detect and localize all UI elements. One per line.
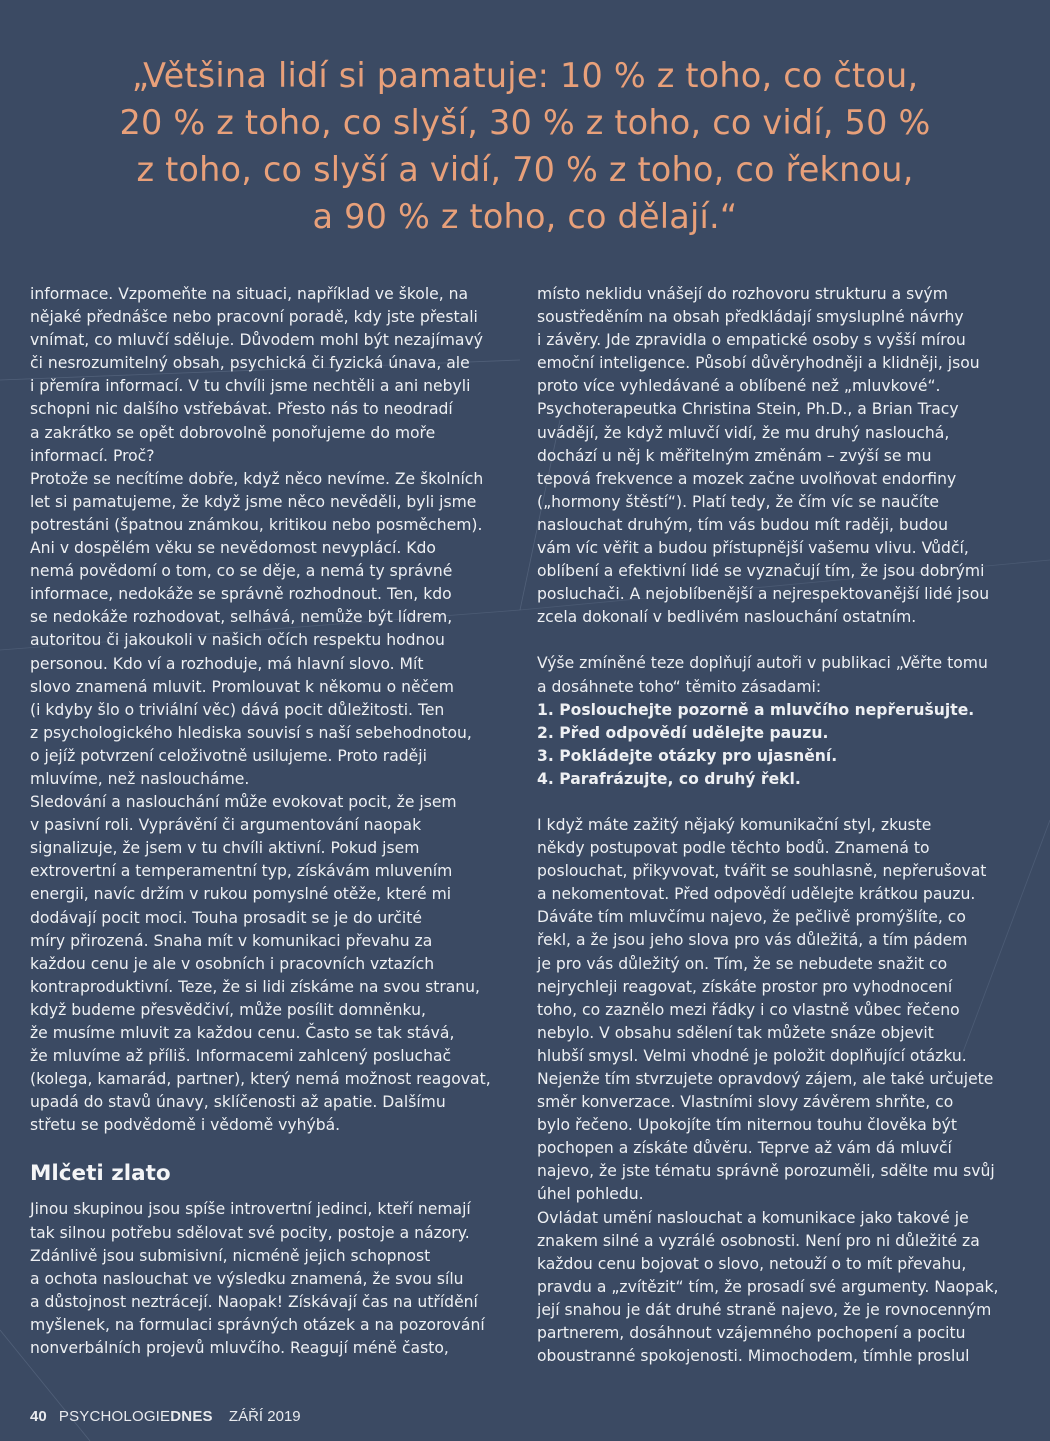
- text-line: z psychologického hlediska souvisí s naší sebehodnotou,: [30, 723, 472, 742]
- text-line: nebylo. V obsahu sdělení tak můžete snáze objevit: [537, 1023, 934, 1042]
- text-line: a nekomentovat. Před odpovědí udělejte krátkou pauzu.: [537, 885, 976, 904]
- magazine-name: [59, 1408, 213, 1425]
- text-line: (i kdyby šlo o triviální věc) dává pocit důležitosti. Ten: [30, 700, 445, 719]
- text-line: informace, nedokáže se správně rozhodnout. Ten, kdo: [30, 585, 452, 604]
- magazine-name-part2: DNES: [170, 1408, 213, 1425]
- text-line: najevo, že jste tématu správně porozuměli, sdělte mu svůj: [537, 1162, 995, 1181]
- text-line: soustředěním na obsah předkládají smysluplné návrhy: [537, 308, 964, 327]
- text-line: personou. Kdo ví a rozhoduje, má hlavní slovo. Mít: [30, 654, 424, 673]
- text-line: řekl, a že jsou jeho slova pro vás důležitá, a tím pádem: [537, 931, 968, 950]
- text-line: o jejíž potvrzení celoživotně usilujeme. Proto raději: [30, 746, 427, 765]
- right-text-block-1: [537, 283, 1023, 629]
- text-line: oboustranné spokojenosti. Mimochodem, tímhle proslul: [537, 1347, 970, 1366]
- text-line: v pasivní roli. Vyprávění či argumentování naopak: [30, 816, 422, 835]
- text-line: vnímat, co mluvčí sděluje. Důvodem mohl být nezajímavý: [30, 331, 483, 350]
- text-line: pochopen a získáte důvěru. Teprve až vám dá mluvčí: [537, 1139, 952, 1158]
- text-line: Zdánlivě jsou submisivní, nicméně jejich schopnost: [30, 1246, 431, 1265]
- text-line: a dosáhnete toho“ těmito zásadami:: [537, 677, 822, 696]
- text-line: Ovládat umění naslouchat a komunikace jako takové je: [537, 1208, 969, 1227]
- rule-item: 4. Parafrázujte, co druhý řekl.: [537, 769, 801, 788]
- text-line: posluchači. A nejoblíbenější a nejrespektovanější lidé jsou: [537, 585, 990, 604]
- text-line: nějaké přednášce nebo pracovní poradě, kdy jste přestali: [30, 308, 478, 327]
- text-line: oblíbení a efektivní lidé se vyznačují tím, že jsou dobrými: [537, 562, 985, 581]
- text-line: myšlenek, na formulaci správných otázek a na pozorování: [30, 1315, 485, 1334]
- text-line: potrestáni (špatnou známkou, kritikou nebo posměchem).: [30, 515, 483, 534]
- rule-item: 2. Před odpovědí udělejte pauzu.: [537, 723, 829, 742]
- text-line: schopni nic dalšího vstřebávat. Přesto nás to neodradí: [30, 400, 453, 419]
- pull-quote-line: 20 % z toho, co slyší, 30 % z toho, co vidí, 50 %: [119, 103, 931, 142]
- text-line: Psychoterapeutka Christina Stein, Ph.D., a Brian Tracy: [537, 400, 959, 419]
- right-text-block-2: [537, 652, 1023, 698]
- pull-quote-line: „Většina lidí si pamatuje: 10 % z toho, co čtou,: [131, 56, 919, 95]
- text-line: nemá povědomí o tom, co se děje, a nemá ty správné: [30, 562, 453, 581]
- pull-quote-line: a 90 % z toho, co dělají.“: [312, 197, 738, 236]
- text-line: znakem silné a vyzrálé osobnosti. Není pro ni důležité za: [537, 1231, 980, 1250]
- text-line: a důstojnost neztrácejí. Naopak! Získávají čas na utřídění: [30, 1292, 478, 1311]
- text-line: každou cenu bojovat o slovo, netouží o to mít převahu,: [537, 1254, 967, 1273]
- text-line: autoritou či jakoukoli v našich očích respektu hodnou: [30, 631, 445, 650]
- text-line: každou cenu je ale v osobních i pracovních vztazích: [30, 954, 435, 973]
- text-line: místo neklidu vnášejí do rozhovoru strukturu a svým: [537, 285, 948, 303]
- right-column: [537, 283, 1023, 1368]
- text-line: a zakrátko se opět dobrovolně ponořujeme do moře: [30, 423, 436, 442]
- text-line: nonverbálních projevů mluvčího. Reagují méně často,: [30, 1339, 449, 1358]
- text-line: směr konverzace. Vlastními slovy závěrem shrňte, co: [537, 1093, 954, 1112]
- text-line: Výše zmíněné teze doplňují autoři v publikaci „Věřte tomu: [537, 654, 988, 673]
- text-line: zcela dokonalí v bedlivém naslouchání ostatním.: [537, 608, 917, 627]
- text-line: toho, co zaznělo mezi řádky i co vlastně vůbec řečeno: [537, 1000, 960, 1019]
- text-line: poslouchat, přikyvovat, tvářit se souhlasně, nepřerušovat: [537, 862, 987, 881]
- text-line: Protože se necítíme dobře, když něco nevíme. Ze školních: [30, 469, 484, 488]
- paragraph-gap: [537, 791, 1023, 814]
- text-line: tepová frekvence a mozek začne uvolňovat endorfiny: [537, 469, 957, 488]
- text-line: vám víc věřit a budou přístupnější vašemu vlivu. Vůdčí,: [537, 539, 969, 558]
- text-line: tak silnou potřebu sdělovat své pocity, postoje a názory.: [30, 1223, 470, 1242]
- text-line: dochází u něj k měřitelným změnám – zvýší se mu: [537, 446, 932, 465]
- text-line: či nesrozumitelný obsah, psychická či fyzická únava, ale: [30, 354, 470, 373]
- text-line: a ochota naslouchat ve výsledku znamená, že svou sílu: [30, 1269, 464, 1288]
- text-line: její snahou je dát druhé straně najevo, že je rovnocenným: [537, 1300, 992, 1319]
- text-line: upadá do stavů únavy, sklíčenosti až apatie. Dalšímu: [30, 1093, 446, 1112]
- text-line: někdy postupovat podle těchto bodů. Znamená to: [537, 839, 930, 858]
- text-line: signalizuje, že jsem v tu chvíli aktivní. Pokud jsem: [30, 839, 420, 858]
- text-line: kontraproduktivní. Teze, že si lidi získáme na svou stranu,: [30, 977, 481, 996]
- text-line: Jinou skupinou jsou spíše introvertní jedinci, kteří nemají: [30, 1200, 471, 1219]
- text-line: hlubší smysl. Velmi vhodné je položit doplňující otázku.: [537, 1046, 967, 1065]
- rule-item: 1. Poslouchejte pozorně a mluvčího nepřerušujte.: [537, 700, 975, 719]
- text-line: partnerem, dosáhnout vzájemného pochopení a pocitu: [537, 1324, 966, 1343]
- text-line: let si pamatujeme, že když jsme něco nevěděli, byli jsme: [30, 492, 477, 511]
- text-line: i přemíra informací. V tu chvíli jsme nechtěli a ani nebyli: [30, 377, 471, 396]
- text-line: že musíme mluvit za každou cenu. Často se tak stává,: [30, 1024, 455, 1042]
- text-line: Sledování a naslouchání může evokovat pocit, že jsem: [30, 793, 457, 812]
- left-text-block-1: [30, 283, 508, 1137]
- text-line: (kolega, kamarád, partner), který nemá možnost reagovat,: [30, 1070, 491, 1089]
- text-line: nejrychleji reagovat, získáte prostor pro vyhodnocení: [537, 977, 953, 996]
- text-line: i závěry. Jde zpravidla o empatické osoby s vyšší mírou: [537, 331, 966, 350]
- text-line: dodávají pocit moci. Touha prosadit se je do určité: [30, 908, 422, 927]
- text-line: uvádějí, že když mluvčí vidí, že mu druhý naslouchá,: [537, 423, 950, 442]
- text-line: extrovertní a temperamentní typ, získávám mluvením: [30, 862, 453, 881]
- issue-date: ZÁŘÍ 2019: [228, 1408, 301, 1425]
- section-heading: Mlčeti zlato: [30, 1161, 171, 1187]
- text-line: úhel pohledu.: [537, 1185, 644, 1204]
- left-text-block-2: [30, 1198, 508, 1360]
- page-footer: [30, 1408, 301, 1425]
- text-line: že mluvíme až příliš. Informacemi zahlcený posluchač: [30, 1047, 452, 1066]
- rule-item: 3. Pokládejte otázky pro ujasnění.: [537, 746, 838, 765]
- text-line: pravdu a „zvítězit“ tím, že prosadí své argumenty. Naopak,: [537, 1277, 999, 1296]
- text-line: emoční inteligence. Působí důvěryhodněji a klidněji, jsou: [537, 354, 980, 373]
- text-line: Dáváte tím mluvčímu najevo, že pečlivě promýšlíte, co: [537, 908, 966, 927]
- text-line: („hormony štěstí“). Platí tedy, že čím víc se naučíte: [537, 492, 939, 511]
- text-line: slovo znamená mluvit. Promlouvat k někomu o něčem: [30, 677, 454, 696]
- text-line: je pro vás důležitý on. Tím, že se nebudete snažit co: [537, 954, 948, 973]
- text-line: Ani v dospělém věku se nevědomost nevyplácí. Kdo: [30, 539, 436, 558]
- text-line: energii, navíc držím v rukou pomyslné otěže, které mi: [30, 885, 452, 904]
- text-line: naslouchat druhým, tím vás budou mít raději, budou: [537, 515, 949, 534]
- page-number: 40: [30, 1408, 47, 1425]
- text-line: střetu se podvědomě i vědomě vyhýbá.: [30, 1116, 341, 1135]
- text-line: se nedokáže rozhodovat, selhává, nemůže být lídrem,: [30, 608, 453, 627]
- text-line: I když máte zažitý nějaký komunikační styl, zkuste: [537, 815, 932, 834]
- left-column: [30, 283, 508, 1360]
- text-line: mluvíme, než nasloucháme.: [30, 769, 250, 788]
- text-line: bylo řečeno. Upokojíte tím niternou touhu člověka být: [537, 1116, 958, 1135]
- pull-quote-line: z toho, co slyší a vidí, 70 % z toho, co řeknou,: [136, 150, 914, 189]
- pull-quote: [60, 52, 990, 240]
- magazine-name-part1: PSYCHOLOGIE: [58, 1408, 171, 1425]
- text-line: Nejenže tím stvrzujete opravdový zájem, ale také určujete: [537, 1070, 994, 1088]
- right-text-block-3: [537, 814, 1023, 1368]
- rules-list: [537, 699, 1023, 791]
- text-line: proto více vyhledávané a oblíbené než „mluvkové“.: [537, 377, 941, 396]
- text-line: míry přirozená. Snaha mít v komunikaci převahu za: [30, 931, 433, 950]
- paragraph-gap: [537, 629, 1023, 652]
- text-line: informace. Vzpomeňte na situaci, například ve škole, na: [30, 285, 469, 303]
- text-line: když budeme přesvědčiví, může posílit domněnku,: [30, 1000, 426, 1019]
- text-line: informací. Proč?: [30, 446, 155, 465]
